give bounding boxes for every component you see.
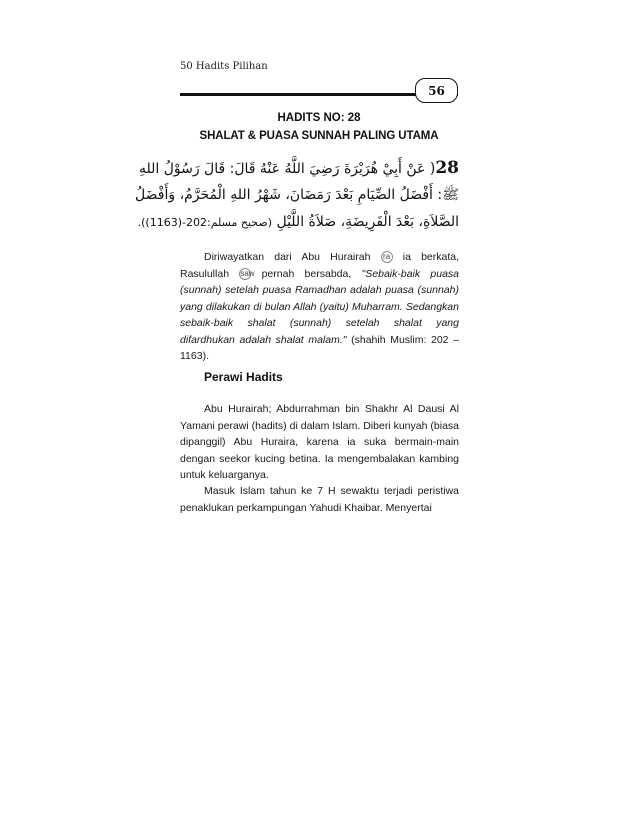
page-number-badge — [415, 78, 458, 103]
perawi-paragraph-2: Masuk Islam tahun ke 7 H sewaktu terjadi peristiwa penaklukan perkampungan Yahudi Khaibar. Menyertai — [180, 485, 459, 514]
arabic-line-2 — [135, 185, 459, 205]
translation-paragraph — [180, 249, 459, 365]
running-head: 50 Hadits Pilihan — [180, 61, 268, 72]
translation-intro-2: ia berkata, Rasulullah — [180, 251, 460, 280]
radhiyallahu-honorific-icon: ra — [381, 251, 393, 263]
perawi-paragraph-1: Abu Hurairah; Abdurrahman bin Shakhr Al Dausi Al Yamani perawi (hadits) di dalam Islam. Diberi kunyah (biasa dipanggil) Abu Huraira, karena ia suka bermain-main dengan seekor kucing betina. Ia mengembalakan kambing untuk keluarganya. — [180, 403, 459, 481]
arabic-text-3: الصَّلاَةِ، بَعْدَ الْفَرِيضَةِ، صَلاَةُ اللَّيْلِ — [276, 214, 459, 230]
translation-quote: "Sebaik-baik puasa (sunnah) setelah puasa Ramadhan adalah puasa (sunnah) yang dilakukan di bulan Allah (yaitu) Muharram. Sedangkan sebaik-baik shalat (sunnah) setelah shalat yang difardhukan adalah shalat malam." — [180, 267, 460, 346]
arabic-open-paren: ( — [429, 161, 436, 177]
arabic-line-1 — [138, 158, 459, 179]
arabic-source: (صحيح مسلم:202-(1163)). — [137, 216, 273, 229]
translation-citation: (shahih Muslim: 202 – 1163). — [180, 333, 459, 362]
hadith-number-heading: HADITS NO: 28 — [277, 112, 361, 124]
arabic-text-1: عَنْ أَبِيْ هُرَيْرَةَ رَضِيَ اللَّهُ عَنْهُ قَالَ: قَالَ رَسُوْلُ اللهِ — [138, 161, 426, 177]
arabic-text-2: ﷺ: أَفْضَلُ الصِّيَامِ بَعْدَ رَمَضَانَ، شَهْرُ اللهِ الْمُحَرَّمُ، وَأَفْضَلُ — [135, 187, 459, 203]
hadith-arabic-number: 28 — [435, 158, 459, 178]
translation-intro-3: pernah bersabda, — [251, 267, 362, 280]
perawi-heading: Perawi Hadits — [204, 370, 283, 384]
page-number: 56 — [428, 83, 445, 98]
arabic-line-3 — [137, 212, 459, 233]
hadith-title: SHALAT & PUASA SUNNAH PALING UTAMA — [199, 130, 439, 142]
translation-intro: Diriwayatkan dari Abu Hurairah — [204, 251, 371, 263]
sallallahu-honorific-icon: saw — [240, 268, 255, 278]
